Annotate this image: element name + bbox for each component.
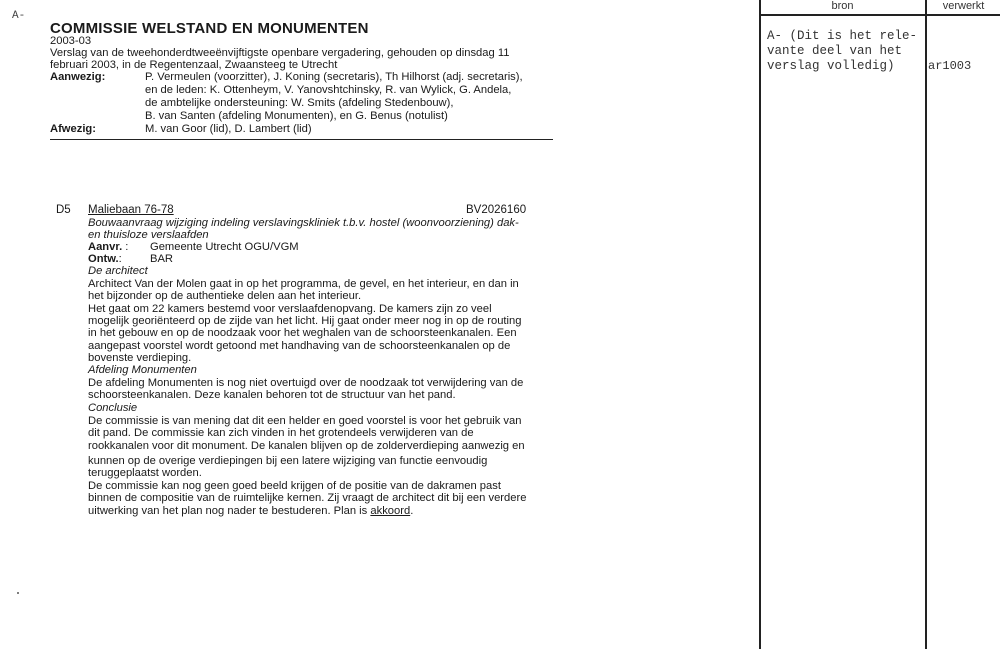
verwerkt-column-left-border bbox=[925, 0, 927, 649]
architect-line-3: Het gaat om 22 kamers bestemd voor verslaafdenopvang. De kamers zijn zo veel bbox=[88, 303, 492, 315]
subject-line-2: en thuisloze verslaafden bbox=[88, 229, 209, 241]
architect-heading: De architect bbox=[88, 265, 148, 277]
designer-value: BAR bbox=[150, 253, 174, 265]
applicant-row bbox=[88, 241, 128, 253]
bron-note-line-3: verslag volledig) bbox=[767, 59, 895, 73]
margin-mark: A- bbox=[12, 10, 26, 22]
present-line-1: P. Vermeulen (voorzitter), J. Koning (secretaris), Th Hilhorst (adj. secretaris), bbox=[145, 71, 523, 83]
designer-separator: : bbox=[118, 253, 122, 265]
applicant-value: Gemeente Utrecht OGU/VGM bbox=[150, 241, 299, 253]
present-line-3: de ambtelijke ondersteuning: W. Smits (afdeling Stedenbouw), bbox=[145, 97, 454, 109]
conclusion-line-7: binnen de compositie van de ruimtelijke kernen. Zij vraagt de architect dit bij een verdere bbox=[88, 492, 527, 504]
conclusion-line-2: dit pand. De commissie kan zich vinden in het grotendeels verwijderen van de bbox=[88, 427, 474, 439]
absent-label: Afwezig: bbox=[50, 123, 96, 135]
absent-line: M. van Goor (lid), D. Lambert (lid) bbox=[145, 123, 312, 135]
report-line-2: februari 2003, in de Regentenzaal, Zwaansteeg te Utrecht bbox=[50, 59, 338, 71]
bron-column-left-border bbox=[759, 0, 761, 649]
monuments-heading: Afdeling Monumenten bbox=[88, 364, 197, 376]
architect-line-4: mogelijk georiënteerd op de zijde van het licht. Hij gaat onder meer nog in op de routing bbox=[88, 315, 522, 327]
architect-line-5: in het gebouw en op de noodzaak voor het weghalen van de schoorsteenkanalen. Een bbox=[88, 327, 517, 339]
present-label: Aanwezig: bbox=[50, 71, 106, 83]
stray-mark bbox=[17, 592, 19, 594]
conclusion-line-3: rookkanalen voor dit monument. De kanalen blijven op de zolderverdieping aanwezig en bbox=[88, 440, 525, 452]
document-title: COMMISSIE WELSTAND EN MONUMENTEN bbox=[50, 20, 369, 37]
conclusion-heading: Conclusie bbox=[88, 402, 138, 414]
monuments-line-1: De afdeling Monumenten is nog niet overtuigd over de noodzaak tot verwijdering van de bbox=[88, 377, 524, 389]
applicant-label: Aanvr. bbox=[88, 241, 123, 253]
applicant-separator: : bbox=[122, 241, 129, 253]
conclusion-line-8 bbox=[88, 505, 413, 517]
bv-number: BV2026160 bbox=[466, 204, 527, 216]
verdict-end: . bbox=[410, 505, 414, 517]
present-line-2: en de leden: K. Ottenheym, V. Yanovshtchinsky, R. van Wylick, G. Andela, bbox=[145, 84, 512, 96]
monuments-line-2: schoorsteenkanalen. Deze kanalen behoren tot de structuur van het pand. bbox=[88, 389, 456, 401]
header-divider bbox=[50, 139, 553, 140]
bron-note-line-1: A- (Dit is het rele- bbox=[767, 29, 918, 43]
subject-line-1: Bouwaanvraag wijziging indeling verslavingskliniek t.b.v. hostel (woonvoorziening) dak- bbox=[88, 217, 519, 229]
column-header-divider bbox=[759, 14, 1000, 16]
bron-note-line-2: vante deel van het bbox=[767, 44, 903, 58]
conclusion-line-5: teruggeplaatst worden. bbox=[88, 467, 202, 479]
doc-number: 2003-03 bbox=[50, 35, 92, 47]
bron-column-header: bron bbox=[831, 0, 854, 12]
present-line-4: B. van Santen (afdeling Monumenten), en G. Benus (notulist) bbox=[145, 110, 448, 122]
architect-line-2: het bijzonder op de authentieke delen aan het interieur. bbox=[88, 290, 362, 302]
architect-line-7: bovenste verdieping. bbox=[88, 352, 192, 364]
verwerkt-note: ar1003 bbox=[928, 59, 972, 73]
architect-line-6: aangepast voorstel wordt getoond met handhaving van de schoorsteenkanalen op de bbox=[88, 340, 511, 352]
designer-row bbox=[88, 253, 122, 265]
architect-line-1: Architect Van der Molen gaat in op het programma, de gevel, en het interieur, en dan in bbox=[88, 278, 519, 290]
item-code: D5 bbox=[56, 204, 71, 216]
conclusion-line-8-text: uitwerking van het plan nog nader te bestuderen. Plan is bbox=[88, 505, 368, 517]
designer-label: Ontw. bbox=[88, 253, 119, 265]
verdict: akkoord bbox=[370, 505, 411, 517]
report-line-1: Verslag van de tweehonderdtweeënvijftigste openbare vergadering, gehouden op dinsdag 11 bbox=[50, 47, 510, 59]
item-address: Maliebaan 76-78 bbox=[88, 204, 174, 216]
conclusion-line-1: De commissie is van mening dat dit een helder en goed voorstel is voor het gebruik van bbox=[88, 415, 522, 427]
conclusion-line-6: De commissie kan nog geen goed beeld krijgen of de positie van de dakramen past bbox=[88, 480, 501, 492]
conclusion-line-4: kunnen op de overige verdiepingen bij een latere wijziging van functie eenvoudig bbox=[88, 455, 488, 467]
verwerkt-column-header: verwerkt bbox=[942, 0, 985, 12]
